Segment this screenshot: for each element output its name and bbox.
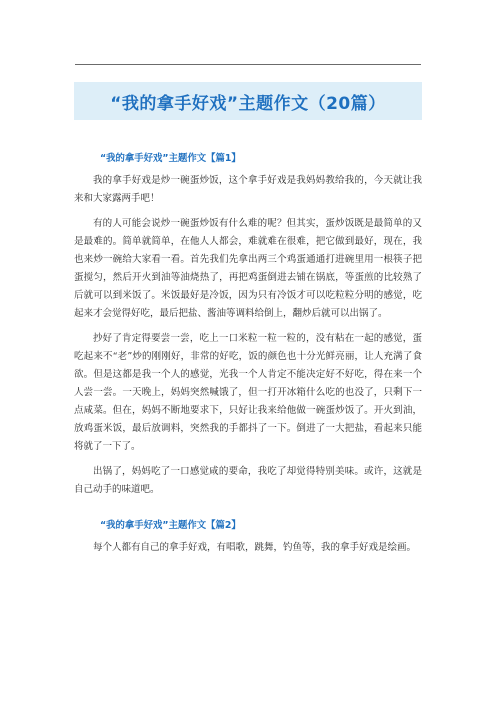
document-title: “我的拿手好戏”主题作文（20篇） — [110, 93, 386, 114]
paragraph: 有的人可能会说炒一碗蛋炒饭有什么难的呢？但其实，蛋炒饭既是最简单的又是最难的。简单就简单，在他人人都会，难就难在很难，把它做到最好，现在，我也来炒一碗给大家看一看。首先我们先拿出两三个鸡蛋通通打进碗里用一根筷子把蛋搅匀，然后开火到油等油烧热了，再把鸡蛋倒进去铺在锅底，等蛋煎的比较熟了后就可以到米饭了。米饭最好是冷饭，因为只有冷饭才可以吃粒粒分明的感觉，吃起来才会觉得好吃，最后把盐、酱油等调料给倒上，翻炒后就可以出锅了。 — [74, 218, 422, 319]
paragraph: 我的拿手好戏是炒一碗蛋炒饭，这个拿手好戏是我妈妈教给我的，今天就让我来和大家露两手吧！ — [74, 175, 422, 204]
title-banner — [74, 82, 422, 120]
section-heading-2: “我的拿手好戏”主题作文【篇2】 — [100, 520, 241, 531]
paragraph: 抄好了肯定得要尝一尝，吃上一口米粒一粒一粒的，没有粘在一起的感觉，蛋吃起来不“老”炒的刚刚好，非常的好吃，饭的颜色也十分光鲜亮丽，让人充满了食欲。但是这都是我一个人的感觉，光我一个人肯定不能决定好不好吃，得在来一个人尝一尝。一天晚上，妈妈突然喊饿了，但一打开冰箱什么吃的也没了，只剩下一点咸菜。但在，妈妈不断地要求下，只好让我来给他做一碗蛋炒饭了。开火到油，放鸡蛋米饭，最后放调料，突然我的手都抖了一下。倒进了一大把盐，看起来只能将就了一下了。 — [74, 333, 422, 452]
document-body — [74, 130, 422, 564]
header-rule — [75, 64, 421, 65]
paragraph: 出锅了，妈妈吃了一口感觉咸的要命，我吃了却觉得特别美味。或许，这就是自己动手的味道吧。 — [74, 466, 422, 495]
paragraph: 每个人都有自己的拿手好戏，有唱歌，跳舞，钓鱼等，我的拿手好戏是绘画。 — [93, 542, 417, 553]
section-heading-1: “我的拿手好戏”主题作文【篇1】 — [100, 153, 241, 164]
